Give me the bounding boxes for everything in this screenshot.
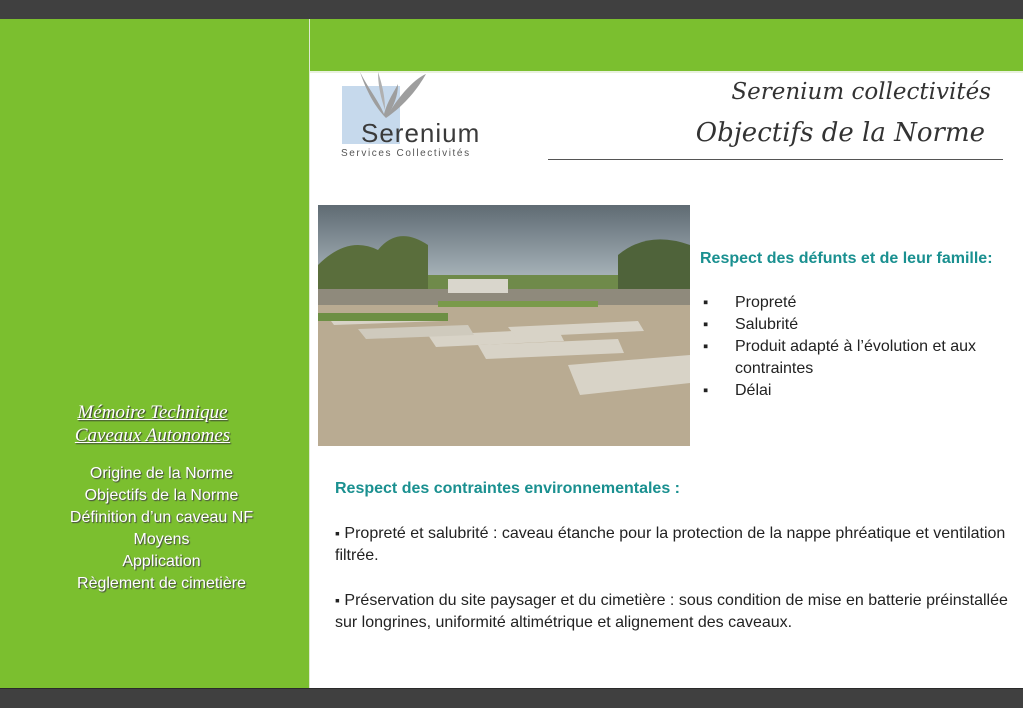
sidebar-item-reglement[interactable]: Règlement de cimetière (77, 575, 246, 592)
famille-item-delai: ▪ Délai (700, 380, 1018, 402)
sidebar-item-origine[interactable]: Origine de la Norme (89, 465, 234, 482)
env-item-proprete-text: Propreté et salubrité : caveau étanche pour la protection de la nappe phréatique et ventilation filtrée. (335, 525, 1006, 564)
sidebar-item-application[interactable]: Application (122, 553, 201, 570)
env-item-preservation (335, 589, 1015, 634)
sidebar-item-moyens[interactable]: Moyens (133, 531, 190, 548)
sidebar-item-objectifs[interactable]: Objectifs de la Norme (84, 487, 239, 504)
env-section (335, 478, 1015, 656)
famille-item-salubrite: ▪ Salubrité (700, 314, 1018, 336)
memo-title-line2: Caveaux Autonomes (74, 425, 231, 446)
famille-item-produit: ▪ Produit adapté à l’évolution et aux contraintes (700, 336, 1018, 380)
bullet-square-icon: ▪ (335, 525, 340, 541)
env-item-proprete (335, 522, 1015, 567)
env-item-preservation-text: Préservation du site paysager et du cimetière : sous condition de mise en batterie préinstallée sur longrines, uniformité altimétrique et alignement des caveaux. (335, 592, 1008, 631)
env-heading: Respect des contraintes environnementales : (335, 480, 680, 497)
famille-list (700, 292, 1018, 402)
cemetery-photo (318, 205, 690, 446)
memo-title (0, 401, 305, 447)
famille-section (700, 248, 1018, 402)
top-bar (0, 0, 1023, 19)
logo-word: Serenium (361, 118, 481, 148)
bullet-square-icon: ▪ (335, 592, 340, 608)
header-title: Serenium collectivités (731, 79, 991, 105)
logo-subtitle: Services Collectivités (341, 148, 471, 159)
famille-heading: Respect des défunts et de leur famille: (700, 250, 993, 267)
memo-title-line1: Mémoire Technique (77, 402, 228, 423)
page-title: Objectifs de la Norme (695, 118, 985, 148)
famille-item-proprete: ▪ Propreté (700, 292, 1018, 314)
bottom-bar (0, 688, 1023, 708)
header-band (310, 19, 1023, 71)
sidebar-item-definition[interactable]: Définition d’un caveau NF (69, 509, 254, 526)
title-underline (548, 159, 1003, 160)
sidebar-nav (0, 463, 323, 595)
